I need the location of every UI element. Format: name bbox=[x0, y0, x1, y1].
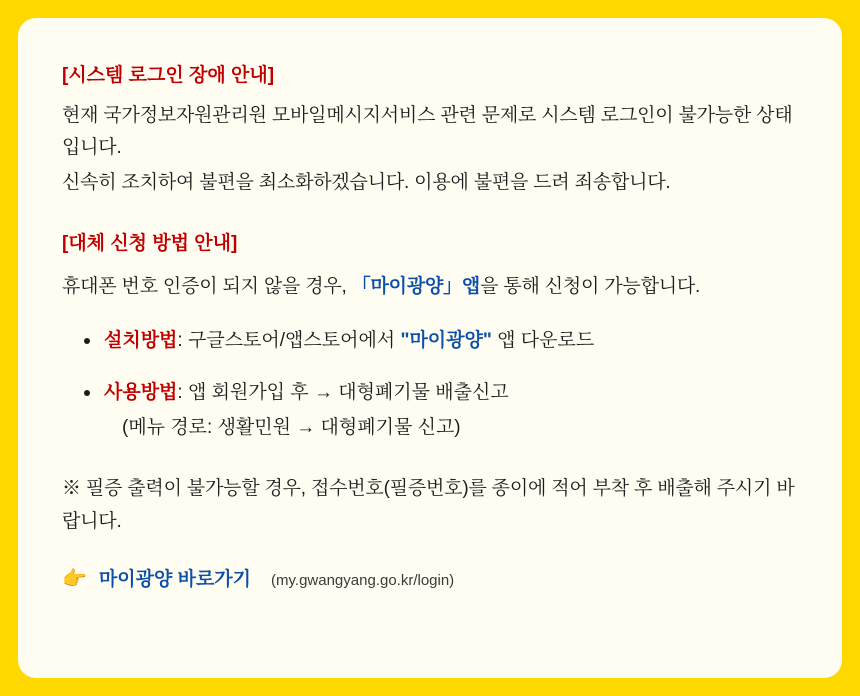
method-text-install-pre: : 구글스토어/앱스토어에서 bbox=[177, 329, 401, 351]
point-right-icon: 👉 bbox=[62, 568, 87, 591]
alt-intro-post-text: 을 통해 신청이 가능합니다. bbox=[480, 276, 701, 298]
my-gwangyang-url-text: (my.gwangyang.go.kr/login) bbox=[271, 572, 455, 590]
method-highlight-install: "마이광양" bbox=[400, 329, 492, 351]
method-label-usage: 사용방법 bbox=[104, 382, 178, 404]
notice-paragraph-alternative-intro bbox=[62, 271, 802, 304]
notice-paragraph-login-failure: 현재 국가정보자원관리원 모바일메시지서비스 관련 문제로 시스템 로그인이 불가능한 상태입니다. bbox=[62, 104, 793, 159]
method-sub-usage-path: (메뉴 경로: 생활민원 → 대형폐기물 신고) bbox=[122, 416, 461, 438]
notice-heading-alternative-method: [대체 신청 방법 안내] bbox=[62, 232, 238, 254]
my-gwangyang-link[interactable]: 마이광양 바로가기 bbox=[98, 569, 252, 591]
notice-card bbox=[18, 18, 842, 678]
list-item bbox=[62, 326, 802, 356]
method-label-install: 설치방법 bbox=[104, 329, 178, 351]
method-list bbox=[62, 326, 802, 443]
notice-heading-login-failure: [시스템 로그인 장애 안내] bbox=[62, 65, 275, 86]
method-text-usage-pre: : 앱 회원가입 후 → 대형폐기물 배출신고 bbox=[177, 382, 509, 404]
alt-intro-pre-text: 휴대폰 번호 인증이 되지 않을 경우, bbox=[62, 276, 352, 298]
shortcut-link-row bbox=[62, 564, 802, 591]
alt-intro-app-name: 「마이광양」앱 bbox=[351, 276, 481, 298]
method-text-install-post: 앱 다운로드 bbox=[491, 329, 595, 351]
notice-paragraph-apology: 신속히 조치하여 불편을 최소화하겠습니다. 이용에 불편을 드려 죄송합니다. bbox=[62, 171, 671, 193]
notice-footnote: ※ 필증 출력이 불가능할 경우, 접수번호(필증번호)를 종이에 적어 부착 후 배출해 주시기 바랍니다. bbox=[62, 477, 795, 532]
list-item bbox=[62, 378, 802, 443]
